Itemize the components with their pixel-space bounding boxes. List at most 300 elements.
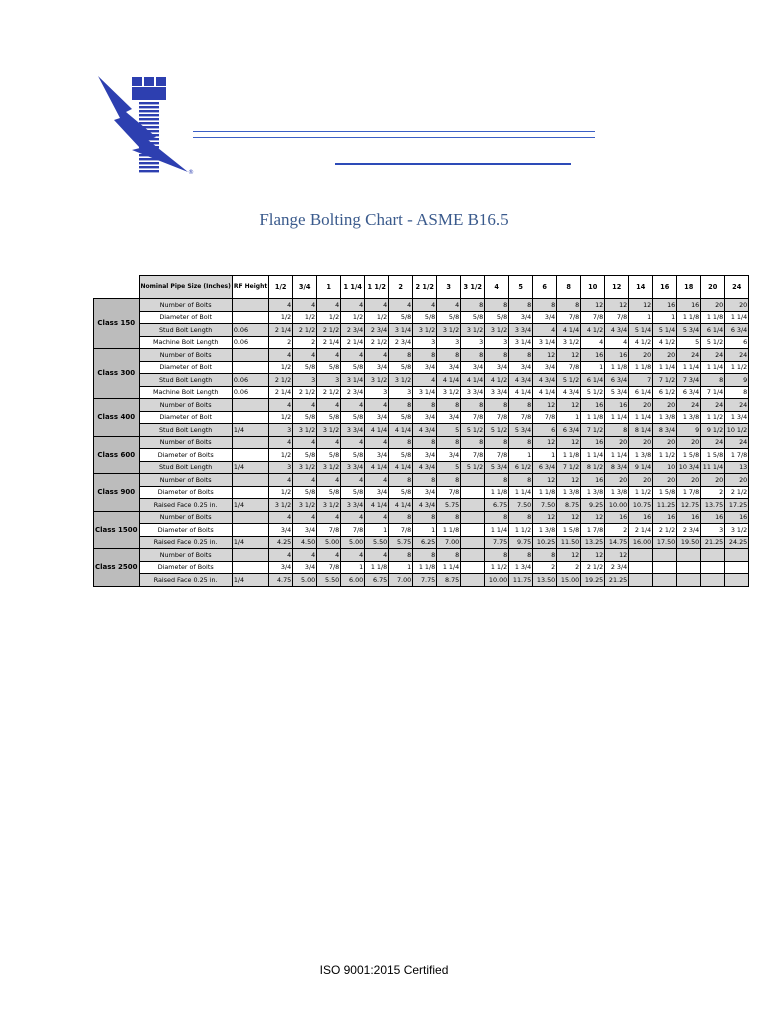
rf-height-cell: 1/4 — [232, 424, 268, 437]
value-cell: 1 1/8 — [533, 486, 557, 499]
value-cell — [461, 549, 485, 562]
value-cell — [677, 574, 701, 587]
value-cell: 12 — [629, 299, 653, 312]
value-cell: 3 — [269, 461, 293, 474]
rf-height-cell — [232, 399, 268, 412]
value-cell — [677, 561, 701, 574]
table-row — [94, 536, 749, 549]
value-cell: 8 1/2 — [581, 461, 605, 474]
value-cell: 4 — [317, 549, 341, 562]
value-cell: 4 1/4 — [365, 499, 389, 512]
value-cell: 1 1/8 — [365, 561, 389, 574]
value-cell: 5/8 — [293, 361, 317, 374]
value-cell: 4.50 — [293, 536, 317, 549]
value-cell: 4 — [605, 336, 629, 349]
value-cell: 1 7/8 — [581, 524, 605, 537]
value-cell: 8 — [485, 511, 509, 524]
header-rule-top — [193, 131, 595, 132]
table-row — [94, 336, 749, 349]
value-cell: 20 — [629, 399, 653, 412]
value-cell: 24 — [677, 399, 701, 412]
value-cell — [461, 486, 485, 499]
value-cell: 8 — [389, 349, 413, 362]
value-cell: 4 — [317, 399, 341, 412]
value-cell: 16 — [605, 511, 629, 524]
value-cell: 4 — [293, 299, 317, 312]
value-cell: 4 — [365, 399, 389, 412]
value-cell: 3 1/2 — [365, 374, 389, 387]
value-cell: 7 — [629, 374, 653, 387]
value-cell: 3 1/2 — [413, 324, 437, 337]
value-cell: 4.25 — [269, 536, 293, 549]
value-cell: 8 — [437, 511, 461, 524]
value-cell: 1 — [653, 311, 677, 324]
value-cell: 3/4 — [509, 361, 533, 374]
value-cell: 2 3/4 — [341, 386, 365, 399]
table-row — [94, 549, 749, 562]
value-cell — [701, 561, 725, 574]
value-cell: 5.75 — [389, 536, 413, 549]
value-cell: 12 — [581, 549, 605, 562]
value-cell: 20 — [629, 436, 653, 449]
value-cell: 3/4 — [437, 361, 461, 374]
row-label: Machine Bolt Length — [139, 386, 232, 399]
table-row — [94, 511, 749, 524]
value-cell: 4 1/4 — [461, 374, 485, 387]
value-cell: 17.25 — [725, 499, 749, 512]
header-size: 10 — [581, 276, 605, 299]
value-cell: 7.00 — [437, 536, 461, 549]
value-cell: 2 — [701, 486, 725, 499]
value-cell: 5/8 — [461, 311, 485, 324]
table-row — [94, 436, 749, 449]
value-cell: 4 — [341, 474, 365, 487]
value-cell: 5.50 — [317, 574, 341, 587]
value-cell: 2 3/4 — [677, 524, 701, 537]
value-cell: 4 3/4 — [413, 461, 437, 474]
value-cell: 4 — [341, 549, 365, 562]
value-cell: 1 1/8 — [413, 561, 437, 574]
value-cell: 7/8 — [605, 311, 629, 324]
value-cell: 1/2 — [317, 311, 341, 324]
value-cell: 16 — [701, 511, 725, 524]
value-cell: 5 — [437, 461, 461, 474]
value-cell — [677, 549, 701, 562]
value-cell: 4 1/4 — [389, 424, 413, 437]
value-cell: 7.50 — [509, 499, 533, 512]
value-cell: 12 — [605, 549, 629, 562]
value-cell: 9.25 — [581, 499, 605, 512]
value-cell: 2 3/4 — [341, 324, 365, 337]
value-cell — [725, 549, 749, 562]
header-rule-bottom — [193, 137, 595, 138]
value-cell: 8 — [509, 299, 533, 312]
rf-height-cell — [232, 549, 268, 562]
registered-mark: ® — [188, 169, 194, 176]
row-label: Stud Bolt Length — [139, 424, 232, 437]
value-cell: 8 — [509, 511, 533, 524]
value-cell: 3 3/4 — [341, 424, 365, 437]
value-cell — [461, 561, 485, 574]
value-cell: 1 — [365, 524, 389, 537]
value-cell: 4 1/2 — [485, 374, 509, 387]
value-cell: 4 — [293, 399, 317, 412]
value-cell: 10 1/2 — [725, 424, 749, 437]
value-cell: 3 1/2 — [317, 499, 341, 512]
value-cell: 4 — [269, 436, 293, 449]
value-cell: 7/8 — [557, 361, 581, 374]
value-cell: 4 — [293, 474, 317, 487]
value-cell: 1 — [413, 524, 437, 537]
table-body — [94, 299, 749, 587]
value-cell: 20 — [725, 474, 749, 487]
table-row — [94, 486, 749, 499]
value-cell: 7/8 — [341, 524, 365, 537]
value-cell: 8 — [389, 549, 413, 562]
value-cell: 2 1/2 — [725, 486, 749, 499]
value-cell: 4 1/2 — [629, 336, 653, 349]
value-cell: 4 — [293, 349, 317, 362]
value-cell: 1 1/8 — [485, 486, 509, 499]
value-cell: 3 3/4 — [461, 386, 485, 399]
class-label: Class 2500 — [94, 549, 140, 587]
value-cell: 9 — [677, 424, 701, 437]
header-size: 8 — [557, 276, 581, 299]
value-cell: 2 3/4 — [605, 561, 629, 574]
value-cell: 2 1/2 — [269, 374, 293, 387]
value-cell: 14.75 — [605, 536, 629, 549]
value-cell: 4 — [317, 349, 341, 362]
value-cell: 2 3/4 — [389, 336, 413, 349]
value-cell: 5 1/2 — [461, 424, 485, 437]
row-label: Number of Bolts — [139, 299, 232, 312]
value-cell: 3 1/4 — [341, 374, 365, 387]
value-cell: 2 — [533, 561, 557, 574]
value-cell: 24 — [725, 399, 749, 412]
bolting-chart-table — [93, 275, 749, 587]
value-cell — [653, 549, 677, 562]
value-cell: 2 1/2 — [293, 386, 317, 399]
value-cell: 19.25 — [581, 574, 605, 587]
value-cell: 12 — [581, 299, 605, 312]
value-cell: 4 — [413, 374, 437, 387]
value-cell: 12 — [533, 349, 557, 362]
value-cell: 8 — [437, 436, 461, 449]
value-cell: 12 — [533, 436, 557, 449]
value-cell: 8 — [725, 386, 749, 399]
value-cell: 4 — [293, 511, 317, 524]
value-cell: 3 3/4 — [341, 461, 365, 474]
value-cell: 10.25 — [533, 536, 557, 549]
header-size: 1 1/2 — [365, 276, 389, 299]
value-cell: 8 — [485, 349, 509, 362]
value-cell: 4 — [365, 474, 389, 487]
value-cell: 10 — [653, 461, 677, 474]
value-cell: 6 — [725, 336, 749, 349]
value-cell: 13.50 — [533, 574, 557, 587]
value-cell: 4 3/4 — [413, 424, 437, 437]
value-cell: 1 — [341, 561, 365, 574]
value-cell: 24 — [725, 349, 749, 362]
value-cell: 3 — [485, 336, 509, 349]
value-cell: 3/4 — [437, 411, 461, 424]
value-cell: 6 3/4 — [605, 374, 629, 387]
class-label: Class 900 — [94, 474, 140, 512]
value-cell: 5.50 — [365, 536, 389, 549]
value-cell: 2 1/4 — [341, 336, 365, 349]
value-cell: 8.75 — [437, 574, 461, 587]
value-cell: 1 1/2 — [509, 524, 533, 537]
header-size: 3 1/2 — [461, 276, 485, 299]
value-cell: 20 — [629, 349, 653, 362]
value-cell: 7.00 — [389, 574, 413, 587]
value-cell: 6 1/2 — [653, 386, 677, 399]
value-cell: 7/8 — [581, 311, 605, 324]
value-cell: 3/4 — [461, 361, 485, 374]
value-cell: 8 — [485, 436, 509, 449]
value-cell: 7 1/4 — [701, 386, 725, 399]
value-cell: 8 — [389, 474, 413, 487]
value-cell: 5 1/4 — [653, 324, 677, 337]
value-cell: 8 3/4 — [653, 424, 677, 437]
value-cell: 3/4 — [533, 361, 557, 374]
value-cell: 1 5/8 — [653, 486, 677, 499]
row-label: Stud Bolt Length — [139, 374, 232, 387]
table-row — [94, 324, 749, 337]
value-cell: 3/4 — [269, 524, 293, 537]
value-cell: 3/4 — [293, 561, 317, 574]
value-cell: 1 5/8 — [701, 449, 725, 462]
value-cell: 4 — [437, 299, 461, 312]
value-cell: 1 1/4 — [437, 561, 461, 574]
class-label: Class 150 — [94, 299, 140, 349]
value-cell: 2 1/4 — [269, 386, 293, 399]
value-cell: 3/4 — [365, 449, 389, 462]
value-cell: 4 — [269, 549, 293, 562]
value-cell: 4.75 — [269, 574, 293, 587]
value-cell: 11.75 — [509, 574, 533, 587]
row-label: Number of Bolts — [139, 549, 232, 562]
value-cell: 5/8 — [437, 311, 461, 324]
value-cell: 3 1/4 — [509, 336, 533, 349]
value-cell: 11 1/4 — [701, 461, 725, 474]
table-corner — [94, 276, 140, 299]
value-cell: 4 — [317, 474, 341, 487]
table-row — [94, 361, 749, 374]
value-cell: 5 1/2 — [557, 374, 581, 387]
value-cell — [725, 561, 749, 574]
value-cell: 5 1/2 — [581, 386, 605, 399]
rf-height-cell — [232, 411, 268, 424]
value-cell: 2 1/2 — [365, 336, 389, 349]
header-size: 4 — [485, 276, 509, 299]
value-cell: 3/4 — [533, 311, 557, 324]
value-cell: 8 — [461, 399, 485, 412]
rf-height-cell: 1/4 — [232, 574, 268, 587]
header-size: 2 1/2 — [413, 276, 437, 299]
value-cell: 1 — [629, 311, 653, 324]
value-cell: 2 1/2 — [293, 324, 317, 337]
value-cell: 1 1/2 — [629, 486, 653, 499]
class-label: Class 1500 — [94, 511, 140, 549]
value-cell: 4 1/4 — [389, 499, 413, 512]
value-cell: 20 — [677, 474, 701, 487]
value-cell: 5/8 — [389, 411, 413, 424]
value-cell: 5/8 — [293, 411, 317, 424]
value-cell: 7/8 — [557, 311, 581, 324]
value-cell: 3/4 — [413, 486, 437, 499]
value-cell: 12 — [533, 474, 557, 487]
value-cell: 8 3/4 — [605, 461, 629, 474]
value-cell: 20 — [605, 474, 629, 487]
value-cell: 8 — [389, 399, 413, 412]
value-cell: 1/2 — [341, 311, 365, 324]
value-cell: 20 — [677, 436, 701, 449]
header-size: 1 — [317, 276, 341, 299]
value-cell: 12 — [557, 399, 581, 412]
value-cell: 3 — [293, 374, 317, 387]
value-cell: 7/8 — [485, 411, 509, 424]
value-cell: 4 — [317, 299, 341, 312]
value-cell: 8 — [605, 424, 629, 437]
value-cell: 7/8 — [437, 486, 461, 499]
value-cell: 4 — [269, 349, 293, 362]
value-cell: 4 — [365, 511, 389, 524]
rf-height-cell — [232, 449, 268, 462]
rf-height-cell — [232, 349, 268, 362]
value-cell: 5/8 — [293, 449, 317, 462]
value-cell: 24.25 — [725, 536, 749, 549]
value-cell: 1 3/8 — [629, 449, 653, 462]
value-cell: 1 3/8 — [557, 486, 581, 499]
value-cell: 4 — [389, 299, 413, 312]
value-cell: 5.00 — [317, 536, 341, 549]
value-cell: 1 1/4 — [725, 311, 749, 324]
value-cell: 16 — [677, 511, 701, 524]
value-cell: 1 1/2 — [701, 411, 725, 424]
value-cell: 2 1/2 — [317, 324, 341, 337]
value-cell: 3 1/2 — [293, 499, 317, 512]
value-cell: 2 1/4 — [629, 524, 653, 537]
value-cell: 4 — [341, 511, 365, 524]
value-cell: 3 — [701, 524, 725, 537]
value-cell: 4 1/4 — [533, 386, 557, 399]
value-cell: 16 — [653, 299, 677, 312]
value-cell: 1 — [581, 361, 605, 374]
header-size: 14 — [629, 276, 653, 299]
value-cell: 4 — [365, 549, 389, 562]
value-cell: 2 — [557, 561, 581, 574]
value-cell: 8 — [413, 549, 437, 562]
value-cell: 12 — [605, 299, 629, 312]
value-cell — [461, 474, 485, 487]
value-cell: 3 3/4 — [509, 324, 533, 337]
value-cell: 1 3/8 — [605, 486, 629, 499]
value-cell: 3/4 — [509, 311, 533, 324]
value-cell: 13.25 — [581, 536, 605, 549]
value-cell: 4 1/4 — [389, 461, 413, 474]
value-cell: 8 — [701, 374, 725, 387]
value-cell: 13 — [725, 461, 749, 474]
value-cell: 1 1/4 — [485, 524, 509, 537]
value-cell: 7 3/4 — [677, 374, 701, 387]
value-cell: 5/8 — [389, 486, 413, 499]
value-cell — [629, 549, 653, 562]
table-row — [94, 499, 749, 512]
value-cell: 5.75 — [437, 499, 461, 512]
value-cell: 1 — [509, 449, 533, 462]
value-cell: 5/8 — [389, 361, 413, 374]
row-label: Number of Bolts — [139, 436, 232, 449]
value-cell: 24 — [725, 436, 749, 449]
value-cell: 8 — [485, 549, 509, 562]
table-row — [94, 424, 749, 437]
value-cell: 5/8 — [317, 449, 341, 462]
rf-height-cell: 0.06 — [232, 386, 268, 399]
value-cell: 8 — [437, 349, 461, 362]
value-cell: 7/8 — [461, 449, 485, 462]
value-cell: 8 — [533, 299, 557, 312]
value-cell: 9 1/2 — [701, 424, 725, 437]
header-size: 5 — [509, 276, 533, 299]
value-cell: 4 — [365, 349, 389, 362]
value-cell: 5/8 — [317, 411, 341, 424]
value-cell: 21.25 — [701, 536, 725, 549]
value-cell: 4 1/4 — [509, 386, 533, 399]
value-cell: 2 1/4 — [317, 336, 341, 349]
value-cell: 8 — [413, 436, 437, 449]
value-cell: 3 — [461, 336, 485, 349]
rf-height-cell: 0.06 — [232, 324, 268, 337]
header-rf-height: RF Height — [232, 276, 268, 299]
value-cell — [461, 499, 485, 512]
value-cell: 4 3/4 — [557, 386, 581, 399]
value-cell: 5/8 — [317, 486, 341, 499]
value-cell: 3 3/4 — [485, 386, 509, 399]
value-cell — [725, 574, 749, 587]
value-cell: 19.50 — [677, 536, 701, 549]
value-cell: 5/8 — [341, 411, 365, 424]
value-cell: 4 — [413, 299, 437, 312]
value-cell: 3 — [317, 374, 341, 387]
value-cell: 6.75 — [365, 574, 389, 587]
value-cell: 6.25 — [413, 536, 437, 549]
value-cell: 2 3/4 — [365, 324, 389, 337]
value-cell — [701, 574, 725, 587]
table-row — [94, 574, 749, 587]
header-size: 12 — [605, 276, 629, 299]
rf-height-cell — [232, 511, 268, 524]
value-cell: 17.50 — [653, 536, 677, 549]
value-cell: 4 — [341, 299, 365, 312]
value-cell: 1 1/8 — [629, 361, 653, 374]
table-row — [94, 374, 749, 387]
value-cell: 1 1/2 — [653, 449, 677, 462]
value-cell: 21.25 — [605, 574, 629, 587]
value-cell: 7/8 — [461, 411, 485, 424]
value-cell — [629, 561, 653, 574]
value-cell: 4 1/2 — [581, 324, 605, 337]
header-rule-short — [335, 163, 571, 165]
value-cell: 1 1/4 — [605, 449, 629, 462]
value-cell: 5/8 — [389, 449, 413, 462]
value-cell: 3 1/2 — [485, 324, 509, 337]
value-cell: 1/2 — [269, 486, 293, 499]
value-cell: 1 3/4 — [725, 411, 749, 424]
value-cell: 7 1/2 — [581, 424, 605, 437]
value-cell: 20 — [653, 474, 677, 487]
value-cell: 1/2 — [365, 311, 389, 324]
